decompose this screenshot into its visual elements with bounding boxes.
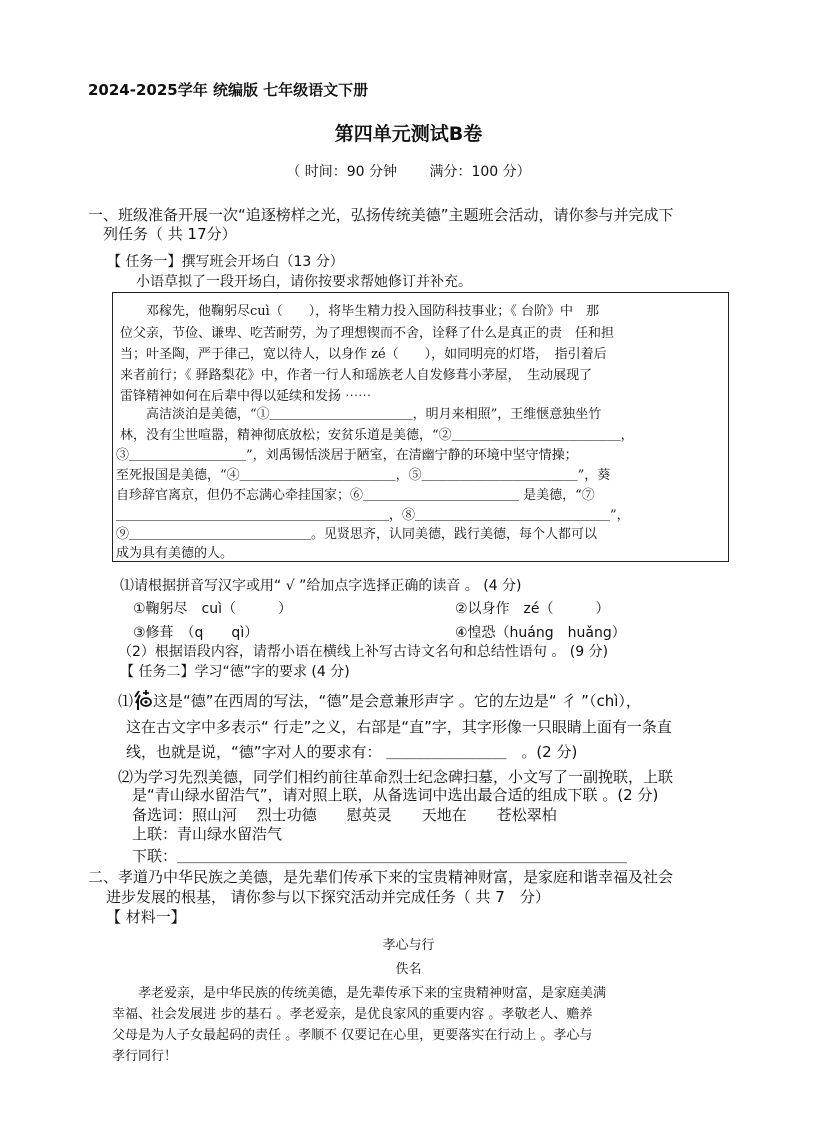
material-label: 【 材料一】 — [106, 908, 186, 926]
passage-line: 雷锋精神如何在后辈中得以延续和发扬 ⋯⋯ — [120, 389, 372, 404]
section1-heading-line1: 一、班级准备开展一次“追逐榜样之光，弘扬传统美德”主题班会活动，请你参与并完成下 — [88, 206, 674, 224]
article-line: 孝行同行！ — [112, 1049, 178, 1064]
passage-line: 当；叶圣陶，严于律己，宽以待人，以身作 zé（ ），如同明亮的灯塔， 指引着后 — [120, 347, 607, 362]
passage-line: ③＿＿＿＿＿＿＿＿＿”，刘禹锡恬淡居于陋室，在清幽宁静的环境中坚守情操； — [116, 448, 578, 463]
task2-q2-line2: 是“青山绿水留浩气”，请对照上联，从备选词中选出最合适的组成下联 。(2 分) — [132, 786, 659, 804]
task2-q1-number: ⑴ — [118, 692, 134, 710]
passage-line: ⑨＿＿＿＿＿＿＿＿＿＿＿＿＿＿。见贤思齐，认同美德，践行美德，每个人都可以 — [116, 527, 598, 542]
task1-title: 【 任务一】撰写班会开场白（13 分） — [107, 254, 344, 270]
q1-item: ②以身作 zé（ ） — [455, 601, 610, 617]
q2-prompt: （2）根据语段内容，请帮小语在横线上补写古诗文名句和总结性语句 。 (9 分) — [118, 644, 609, 660]
passage-line: 邓稼先，他鞠躬尽cuì（ ），将毕生精力投入国防科技事业；《 台阶》中 那 — [146, 304, 599, 319]
passage-line: 位父亲，节俭、谦卑、吃苦耐劳，为了理想锲而不舍，诠释了什么是真正的责 任和担 — [120, 326, 615, 341]
passage-line: 林，没有尘世喧嚣，精神彻底放松；安贫乐道是美德，“②＿＿＿＿＿＿＿＿＿＿＿＿＿， — [120, 428, 634, 443]
passage-line: 高洁淡泊是美德，“①＿＿＿＿＿＿＿＿＿＿＿，明月来相照”，王维惬意独坐竹 — [146, 407, 602, 422]
series-title: 2024-2025学年 统编版 七年级语文下册 — [88, 81, 369, 99]
passage-line: 成为具有美德的人。 — [116, 546, 234, 561]
q1-item: ①鞠躬尽 cuì（ ） — [133, 601, 293, 617]
task2-q2-line1: ⑵为学习先烈美德，同学们相约前往革命烈士纪念碑扫墓，小文写了一副挽联，上联 — [118, 768, 674, 786]
task2-q1-line3: 线，也就是说，“德”字对人的要求有： ＿＿＿＿＿＿＿＿ 。(2 分) — [126, 743, 578, 761]
task2-q1-text: 这是“德”在西周的写法，“德”是会意兼形声字 。它的左边是“ 彳 ”（chì）， — [153, 692, 641, 710]
article-line: 父母是为人子女最起码的责任 。孝顺不 仅要记在心里，更要落实在行动上 。孝心与 — [112, 1028, 593, 1043]
task2-q2-upper-couplet: 上联：青山绿水留浩气 — [132, 825, 283, 843]
section2-heading-line1: 二、孝道乃中华民族之美德，是先辈们传承下来的宝贵精神财富，是家庭和谐幸福及社会 — [88, 868, 674, 886]
q1-item: ④惶恐（huáng huǎng） — [455, 625, 626, 641]
task2-q1-line2: 这在古文字中多表示“ 行走”之义，右部是“直”字，其字形像一只眼睛上面有一条直 — [126, 718, 672, 736]
task2-q2-options: 备选词：照山河 烈士功德 慰英灵 天地在 苍松翠柏 — [132, 806, 557, 824]
passage-line: 来者前行；《 驿路梨花》中，作者一行人和瑶族老人自发修葺小茅屋， 生动展现了 — [120, 368, 593, 383]
section1-heading-line2: 列任务（ 共 17分） — [103, 225, 237, 243]
passage-line: ＿＿＿＿＿＿＿＿＿＿＿＿＿＿＿＿＿＿＿＿＿，⑧＿＿＿＿＿＿＿＿＿＿＿＿＿＿＿”， — [116, 508, 630, 523]
task2-title: 【 任务二】学习“德”字的要求 (4 分) — [120, 664, 350, 680]
q1-prompt: ⑴请根据拼音写汉字或用“ √ ”给加点字选择正确的读音 。 (4 分) — [120, 578, 522, 594]
task2-q2-lower-couplet: 下联：＿＿＿＿＿＿＿＿＿＿＿＿＿＿＿＿＿＿＿＿＿＿＿＿＿＿＿＿＿＿ — [132, 847, 628, 865]
task2-q1-line1 — [118, 688, 641, 712]
time-info: （ 时间：90 分钟 满分：100 分） — [286, 164, 531, 180]
article-title: 孝心与行 — [382, 938, 435, 953]
ancient-de-character-icon — [133, 688, 153, 712]
article-author: 佚名 — [395, 962, 422, 977]
page-title: 第四单元测试B卷 — [334, 123, 483, 145]
article-line: 幸福、社会发展进 步的基石 。孝老爱亲，是优良家风的重要内容 。孝敬老人、赡养 — [112, 1007, 593, 1022]
task1-intro: 小语草拟了一段开场白，请你按要求帮她修订并补充。 — [136, 274, 472, 290]
section2-heading-line2: 进步发展的根基， 请你参与以下探究活动并完成任务（ 共 7 分） — [106, 888, 550, 906]
passage-line: 自珍辞官离京，但仍不忘满心牵挂国家；⑥＿＿＿＿＿＿＿＿＿＿＿＿ 是美德，“⑦ — [116, 488, 595, 503]
article-line: 孝老爱亲，是中华民族的传统美德，是先辈传承下来的宝贵精神财富，是家庭美满 — [138, 986, 607, 1001]
q1-item: ③修葺 （q qì） — [133, 625, 259, 641]
passage-line: 至死报国是美德，“④＿＿＿＿＿＿＿＿＿＿＿＿，⑤＿＿＿＿＿＿＿＿＿＿＿＿”，葵 — [116, 468, 611, 483]
